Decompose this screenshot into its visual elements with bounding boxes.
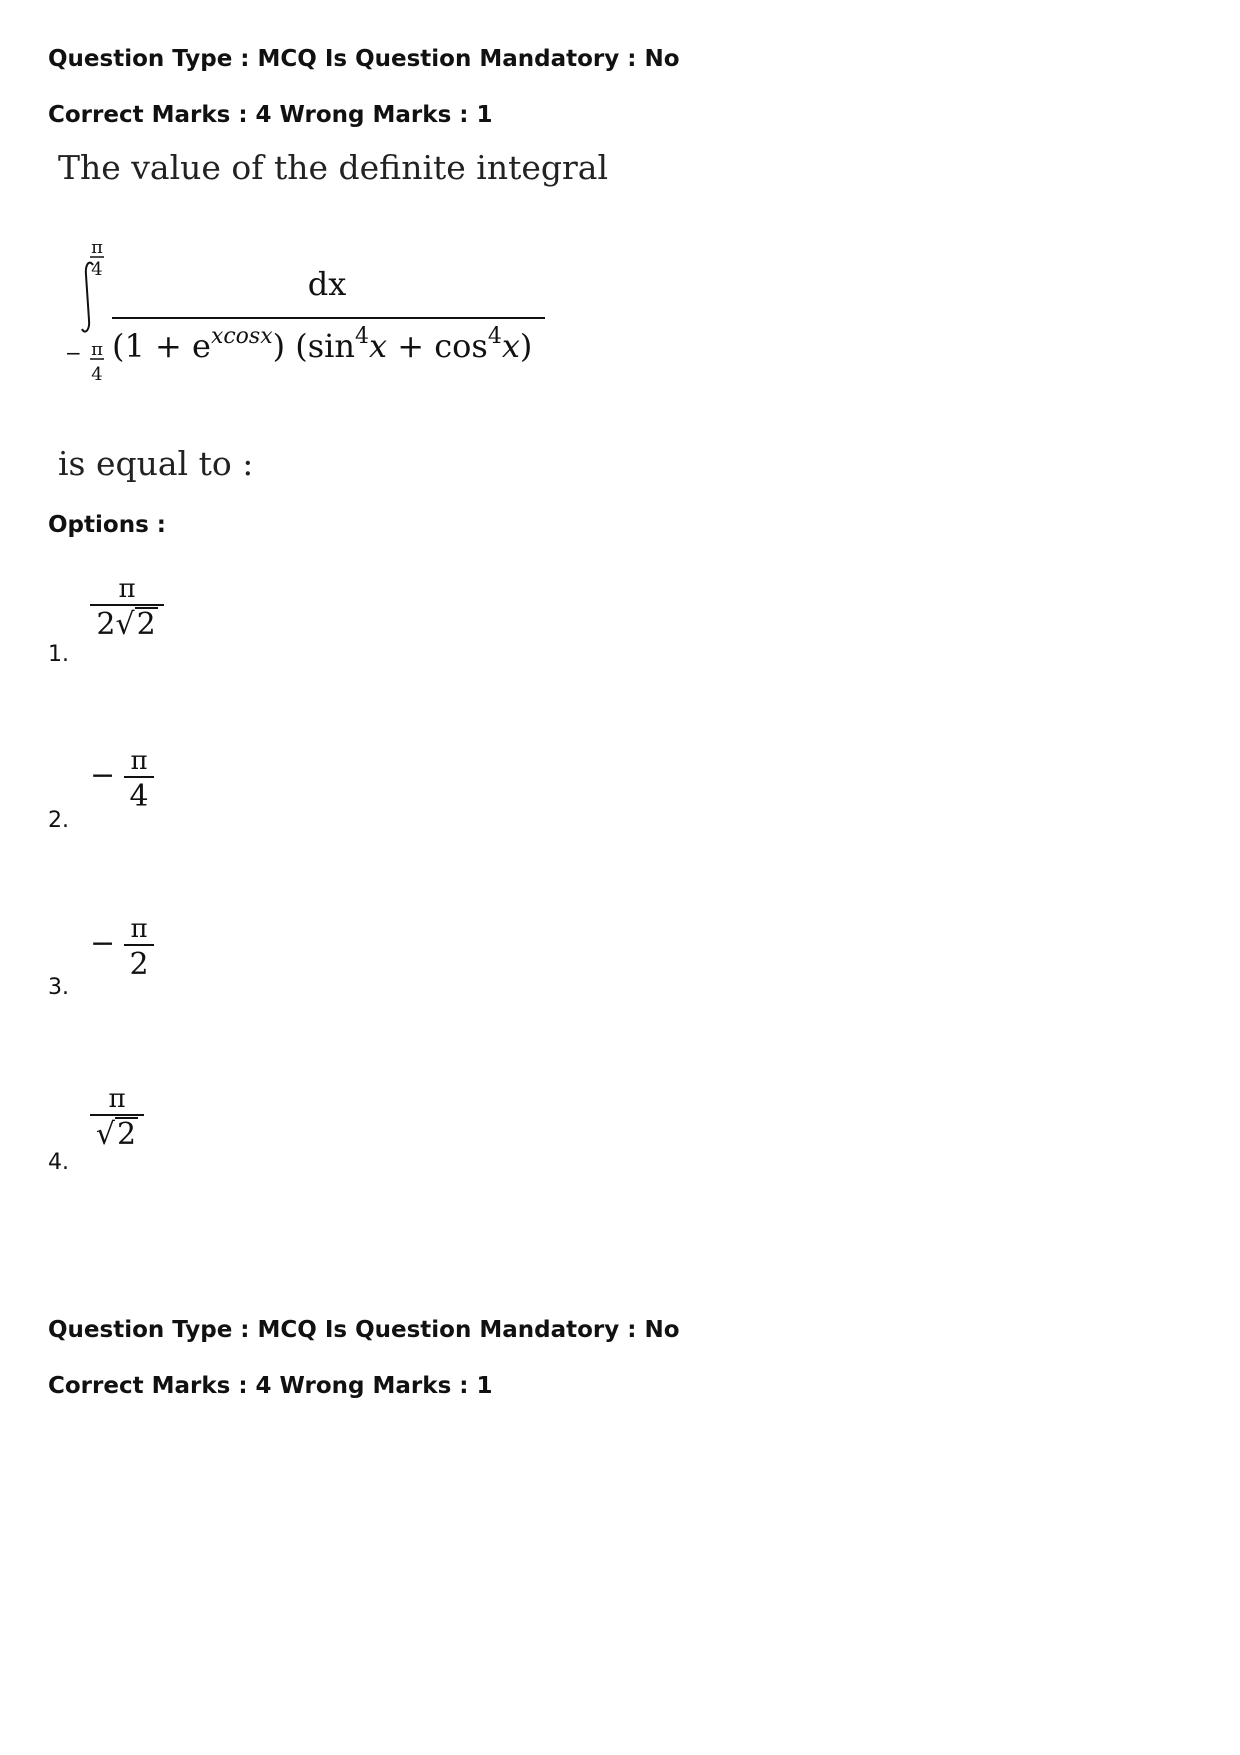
option-2-number: 2. bbox=[48, 808, 69, 833]
upper-limit-num: π bbox=[91, 237, 103, 258]
integral-expression bbox=[55, 235, 575, 400]
option-1-value[interactable] bbox=[90, 574, 164, 644]
option-3-numerator: π bbox=[130, 914, 148, 944]
option-3-value[interactable] bbox=[124, 914, 154, 984]
marks-line-2: Correct Marks : 4 Wrong Marks : 1 bbox=[48, 1373, 493, 1399]
lower-limit-num: π bbox=[91, 339, 103, 360]
option-4-denominator bbox=[90, 1116, 144, 1154]
integrand-denominator: $(1 + e^{xcosx})$ $(\sin^4x + \cos^4x)$ bbox=[112, 324, 533, 365]
upper-limit-den: 4 bbox=[91, 259, 103, 280]
lower-limit-minus: − bbox=[65, 341, 82, 365]
question-type-line-2: Question Type : MCQ Is Question Mandatory : No bbox=[48, 1317, 680, 1343]
option-1-numerator: π bbox=[118, 574, 136, 604]
integrand-numerator: dx bbox=[307, 265, 347, 303]
option-3-number: 3. bbox=[48, 975, 69, 1000]
options-label: Options : bbox=[48, 512, 166, 538]
question-intro: The value of the definite integral bbox=[58, 148, 609, 187]
marks-line: Correct Marks : 4 Wrong Marks : 1 bbox=[48, 102, 493, 128]
option-4-value[interactable] bbox=[90, 1084, 144, 1154]
option-1-denominator: 2√2 bbox=[96, 607, 156, 642]
option-2-denominator: 4 bbox=[129, 779, 149, 814]
sqrt-symbol: √2 bbox=[115, 607, 156, 642]
option-1-number: 1. bbox=[48, 642, 69, 667]
lower-limit-den: 4 bbox=[91, 364, 103, 385]
question-type-line: Question Type : MCQ Is Question Mandatory : No bbox=[48, 46, 680, 72]
option-2-numerator: π bbox=[130, 746, 148, 776]
question-outro: is equal to : bbox=[58, 444, 254, 483]
option-2-minus: − bbox=[90, 758, 116, 793]
option-3-minus: − bbox=[90, 926, 116, 961]
option-4-numerator: π bbox=[108, 1084, 126, 1114]
option-4-number: 4. bbox=[48, 1150, 69, 1175]
sqrt-symbol: √2 bbox=[95, 1117, 137, 1152]
option-2-value[interactable] bbox=[124, 746, 154, 816]
option-3-denominator: 2 bbox=[129, 947, 149, 982]
